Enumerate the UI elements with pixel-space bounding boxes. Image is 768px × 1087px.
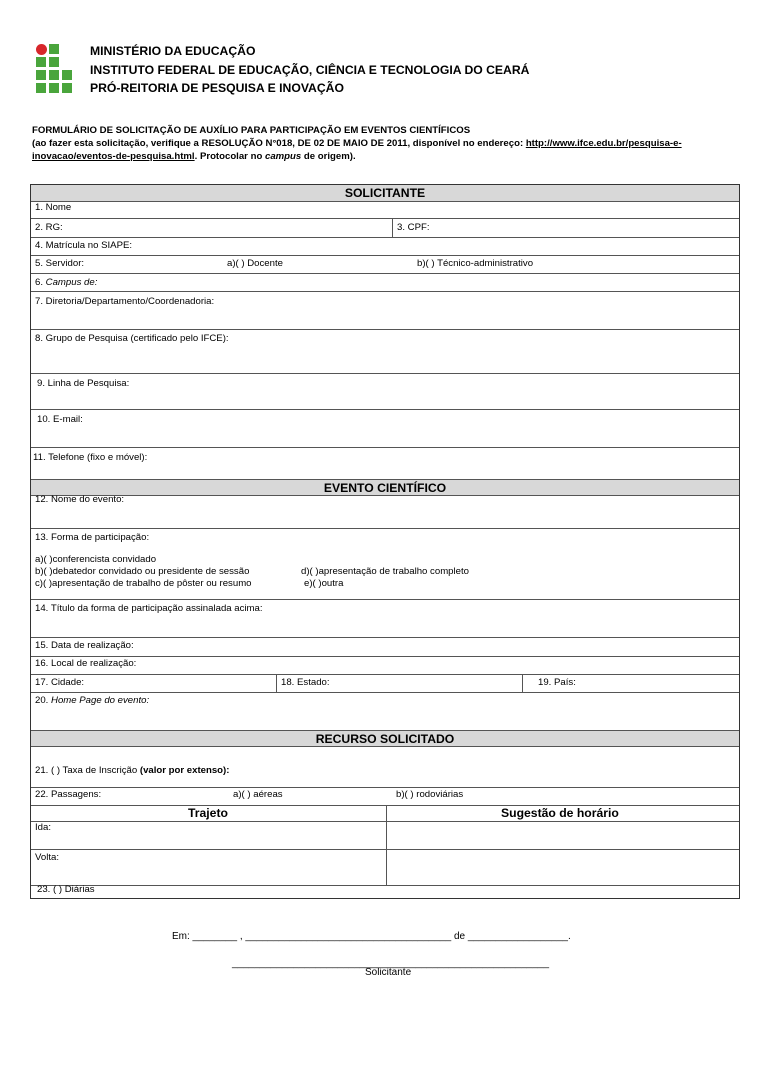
field-email[interactable]: 10. E-mail: [37,414,83,425]
resolution-link[interactable]: http://www.ifce.edu.br/pesquisa-e-inovacao/eventos-de-pesquisa.html [32,138,682,162]
field-forma-participacao: 13. Forma de participação: [35,532,150,543]
header-institute: INSTITUTO FEDERAL DE EDUCAÇÃO, CIÊNCIA E TECNOLOGIA DO CEARÁ [90,63,530,77]
field-titulo[interactable]: 14. Título da forma de participação assinalada acima: [35,603,263,614]
field-ida[interactable]: Ida: [35,822,52,833]
section-evento: EVENTO CIENTÍFICO [31,479,739,496]
option-aereas[interactable]: a)( ) aéreas [233,789,283,800]
field-grupo[interactable]: 8. Grupo de Pesquisa (certificado pelo IFCE): [35,333,229,344]
form-instructions: (ao fazer esta solicitação, verifique a RESOLUÇÃO N°018, DE 02 DE MAIO DE 2011, disponível no endereço: http://www.ifce.edu.br/pesquisa-e-inovacao/eventos-de-pesquisa.html. Protocolar no campus de origem). [32,138,682,162]
section-solicitante: SOLICITANTE [31,185,739,201]
column-trajeto: Trajeto [188,806,228,820]
option-debatedor[interactable]: b)( )debatedor convidado ou presidente de sessão [35,566,250,577]
header-ministry: MINISTÉRIO DA EDUCAÇÃO [90,44,256,58]
column-sugestao-horario: Sugestão de horário [501,806,619,820]
logo-red-circle [36,44,47,55]
field-estado[interactable]: 18. Estado: [281,677,330,688]
field-local[interactable]: 16. Local de realização: [35,658,137,669]
option-poster[interactable]: c)( )apresentação de trabalho de pôster ou resumo [35,578,252,589]
section-recurso: RECURSO SOLICITADO [31,730,739,747]
option-outra[interactable]: e)( )outra [304,578,344,589]
field-rg[interactable]: 2. RG: [35,222,63,233]
option-docente[interactable]: a)( ) Docente [227,258,283,269]
field-data[interactable]: 15. Data de realização: [35,640,134,651]
date-line[interactable]: Em: ________ , _____________________________________ de __________________. [172,931,571,942]
field-nome-evento[interactable]: 12. Nome do evento: [35,494,125,505]
field-cidade[interactable]: 17. Cidade: [35,677,85,688]
field-telefone[interactable]: 11. Telefone (fixo e móvel): [33,452,148,463]
option-completo[interactable]: d)( )apresentação de trabalho completo [301,566,469,577]
field-home-page[interactable]: 20. Home Page do evento: [35,695,150,706]
option-rodoviarias[interactable]: b)( ) rodoviárias [396,789,464,800]
form-title: FORMULÁRIO DE SOLICITAÇÃO DE AUXÍLIO PARA PARTICIPAÇÃO EM EVENTOS CIENTÍFICOS [32,125,471,136]
signature-label: Solicitante [365,967,412,978]
field-linha[interactable]: 9. Linha de Pesquisa: [37,378,130,389]
field-servidor: 5. Servidor: [35,258,85,269]
option-tecnico[interactable]: b)( ) Técnico-administrativo [417,258,534,269]
field-volta[interactable]: Volta: [35,852,60,863]
header-prorectorate: PRÓ-REITORIA DE PESQUISA E INOVAÇÃO [90,81,344,95]
field-diretoria[interactable]: 7. Diretoria/Departamento/Coordenadoria: [35,296,215,307]
form-title-block [32,124,744,163]
field-matricula[interactable]: 4. Matrícula no SIAPE: [35,240,133,251]
option-conferencista[interactable]: a)( )conferencista convidado [35,554,157,565]
field-taxa-inscricao[interactable]: 21. ( ) Taxa de Inscrição (valor por extenso): [35,765,230,776]
request-form [30,184,740,899]
field-nome[interactable]: 1. Nome [35,202,72,213]
field-passagens: 22. Passagens: [35,789,102,800]
field-diarias[interactable]: 23. ( ) Diárias [37,884,95,895]
field-cpf[interactable]: 3. CPF: [397,222,430,233]
signature-line[interactable]: _________________________________________________________ [232,958,550,969]
field-pais[interactable]: 19. País: [538,677,576,688]
field-campus[interactable]: 6. Campus de: [35,277,98,288]
